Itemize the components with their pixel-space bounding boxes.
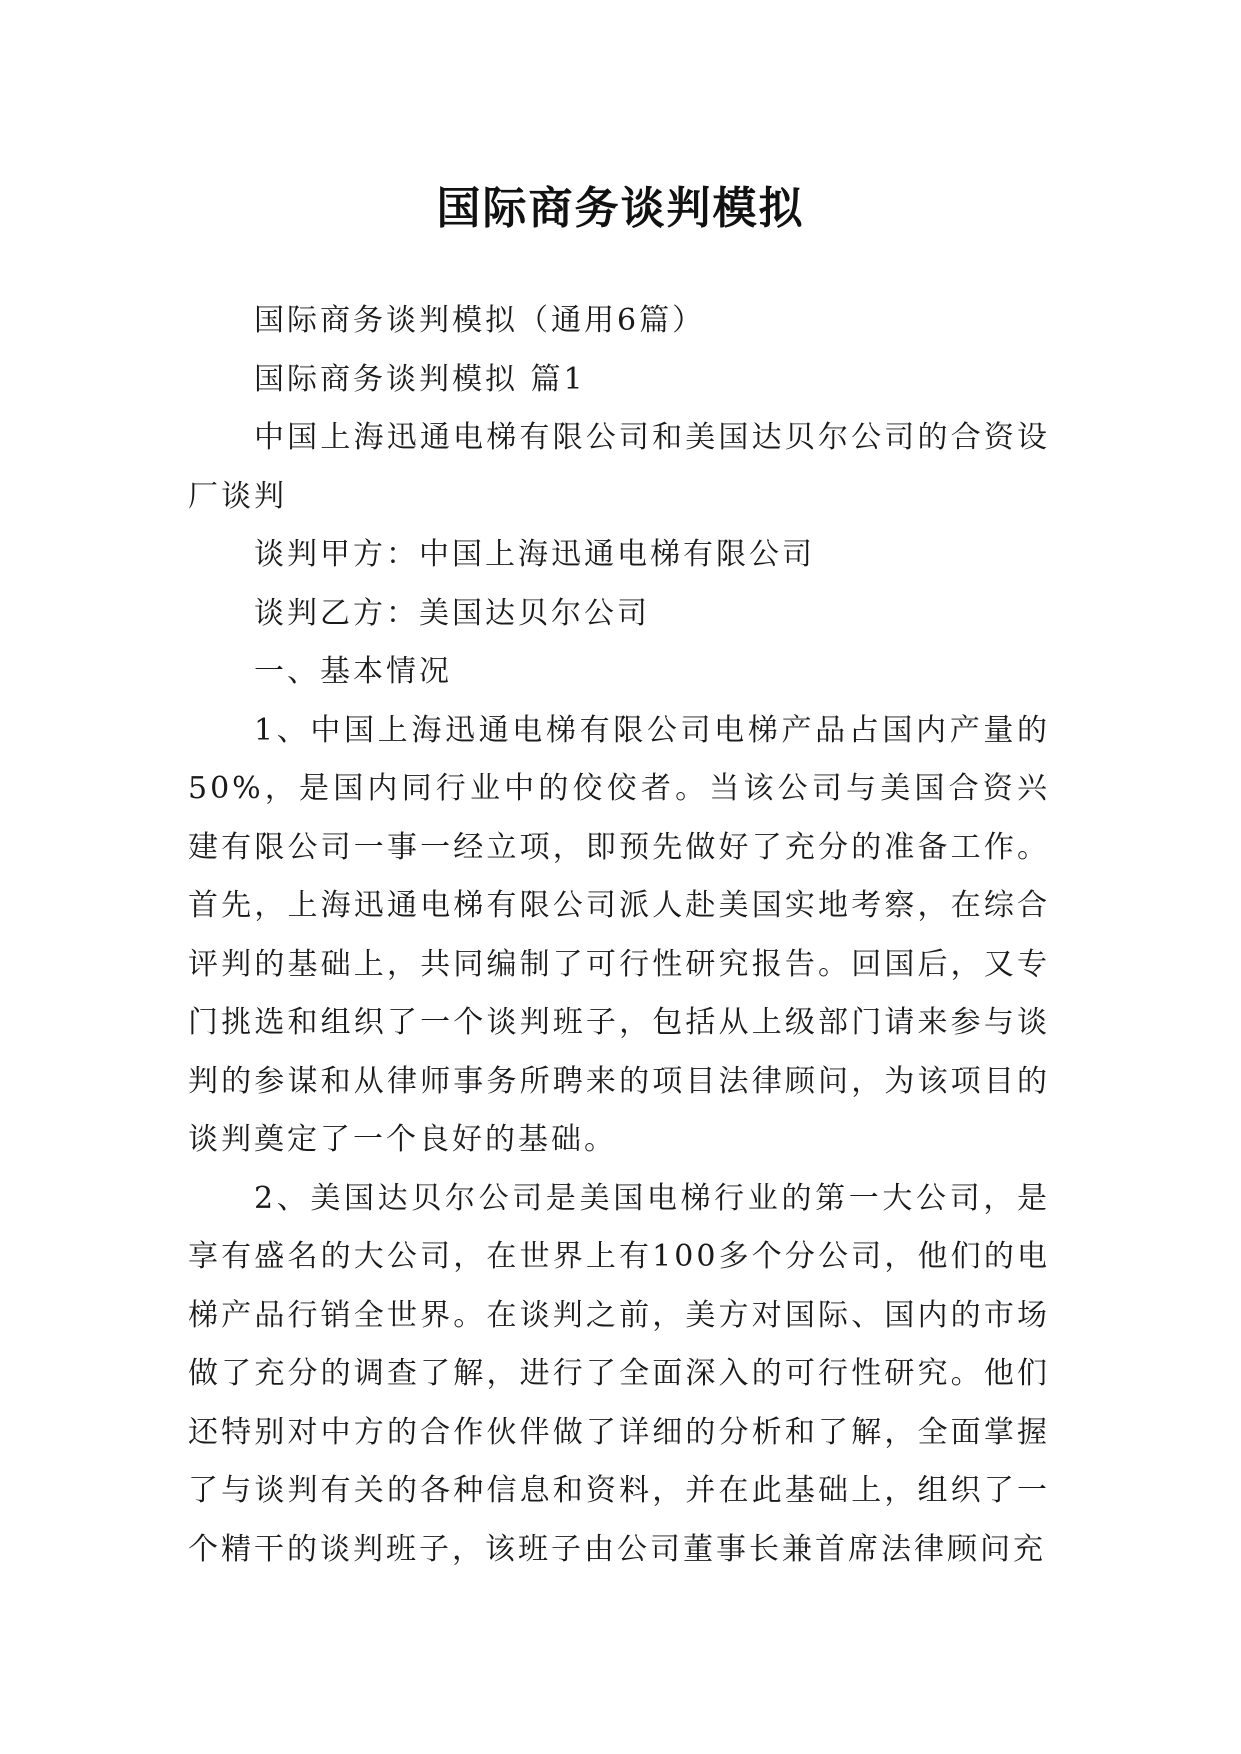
subtitle-line: 国际商务谈判模拟（通用6篇） <box>254 303 706 338</box>
case-title-paragraph: 中国上海迅通电梯有限公司和美国达贝尔公司的合资设厂谈判 <box>188 420 1050 514</box>
section-heading: 国际商务谈判模拟 篇1 <box>254 361 586 397</box>
document-body <box>188 292 1050 1579</box>
party-b-line: 谈判乙方：美国达贝尔公司 <box>254 595 650 631</box>
party-a-line: 谈判甲方：中国上海迅通电梯有限公司 <box>254 537 815 572</box>
body-paragraph: 2、美国达贝尔公司是美国电梯行业的第一大公司，是享有盛名的大公司，在世界上有100多个分公司，他们的电梯产品行销全世界。在谈判之前，美方对国际、国内的市场做了充分的调查了解，进行了全面深入的可行性研究。他们还特别对中方的合作伙伴做了详细的分析和了解，全面掌握了与谈判有关的各种信息和资料，并在此基础上，组织了一个精干的谈判班子，该班子由公司董事长兼首席法律顾问充 <box>188 1180 1050 1567</box>
body-paragraph: 1、中国上海迅通电梯有限公司电梯产品占国内产量的50%，是国内同行业中的佼佼者。当该公司与美国合资兴建有限公司一事一经立项，即预先做好了充分的准备工作。首先，上海迅通电梯有限公司派人赴美国实地考察，在综合评判的基础上，共同编制了可行性研究报告。回国后，又专门挑选和组织了一个谈判班子，包括从上级部门请来参与谈判的参谋和从律师事务所聘来的项目法律顾问，为该项目的谈判奠定了一个良好的基础。 <box>188 712 1050 1157</box>
document-title: 国际商务谈判模拟 <box>436 183 805 235</box>
basic-info-heading: 一、基本情况 <box>254 654 452 689</box>
